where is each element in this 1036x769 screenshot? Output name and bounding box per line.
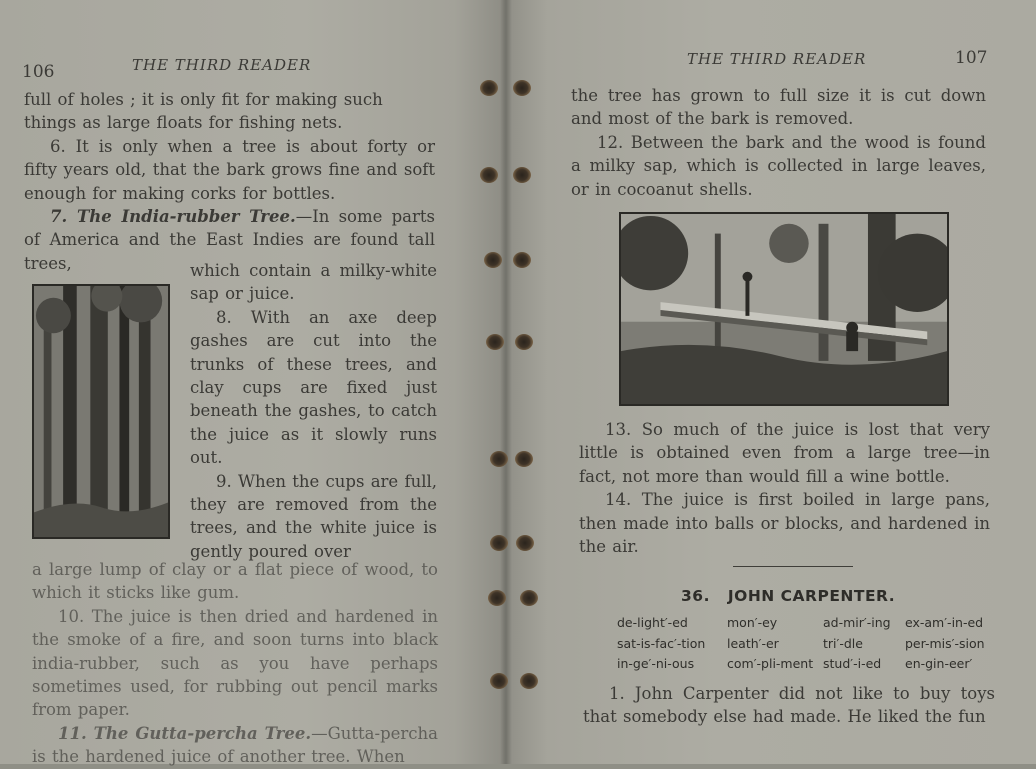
paragraph-14: 14. The juice is first boiled in large pans, then made into balls or blocks, and hardened in the air.: [579, 490, 990, 557]
section-heading-india-rubber: 7. The India-rubber Tree.: [50, 207, 296, 227]
binding-hole: [484, 252, 502, 268]
binding-hole: [513, 167, 531, 183]
vocab-column: [617, 613, 705, 675]
lesson-title: JOHN CARPENTER.: [727, 587, 896, 605]
binding-hole: [513, 252, 531, 268]
section-divider: [733, 566, 853, 567]
lesson-heading: [681, 587, 895, 605]
paragraph-9-continued: a large lump of clay or a flat piece of wood, to which it sticks like gum.: [32, 560, 438, 603]
vocab-word: tri′-dle: [823, 635, 863, 651]
paragraph-11-text: —Gutta-percha is the hardened juice of another tree. When: [32, 723, 438, 767]
binding-hole: [520, 673, 538, 689]
binding-hole: [480, 167, 498, 183]
vocab-word: ad-mir′-ing: [823, 615, 891, 630]
binding-hole: [490, 535, 508, 551]
text-line: full of holes ; it is only fit for making such: [24, 90, 383, 109]
illustration-gutta-percha-tree: [619, 212, 949, 406]
binding-hole: [486, 334, 504, 350]
left-top-text: [24, 88, 435, 275]
binding-hole: [490, 451, 508, 467]
paragraph-9: 9. When the cups are full, they are removed from the trees, and the white juice is gently poured over: [190, 471, 437, 561]
paragraph-13: 13. So much of the juice is lost that very little is obtained even from a large tree—in fact, not more than would fill a wine bottle.: [579, 420, 990, 486]
vocab-word: mon′-ey: [727, 615, 778, 630]
paragraph-continued: the tree has grown to full size it is cut down and most of the bark is removed.: [571, 86, 986, 129]
binding-hole: [488, 590, 506, 606]
left-narrow-text: [190, 259, 437, 563]
vocab-word: com′-pli-ment: [727, 656, 814, 671]
paragraph-6: 6. It is only when a tree is about forty or fifty years old, that the bark grows fine and soft enough for making corks for bottles.: [24, 136, 435, 203]
binding-hole: [513, 80, 531, 96]
book-gutter: [500, 0, 512, 764]
vocab-word: ex-am′-in-ed: [905, 615, 984, 630]
vocab-word: per-mis′-sion: [905, 635, 985, 651]
vocab-column: [823, 613, 891, 675]
vocab-word: sat-is-fac′-tion: [617, 635, 706, 651]
paragraph-8: 8. With an axe deep gashes are cut into the trunks of these trees, and clay cups are fixed just beneath the gashes, to catch the juice as it slowly runs out.: [190, 307, 437, 468]
running-head-right: THE THIRD READER: [687, 50, 867, 68]
paragraph-7-continued: which contain a milky-white sap or juice.: [190, 261, 437, 304]
lesson-number: 36.: [681, 587, 710, 605]
binding-hole: [515, 334, 533, 350]
right-middle-text: [579, 418, 990, 558]
vocab-word: in-ge′-ni-ous: [617, 656, 695, 671]
binding-hole: [480, 80, 498, 96]
vocab-column: [727, 613, 813, 675]
paragraph-7-text: —In some parts of America and the East Indies are found tall trees,: [24, 207, 435, 273]
binding-hole: [490, 673, 508, 689]
text-line: things as large floats for fishing nets.: [24, 113, 343, 133]
left-bottom-text: [32, 558, 438, 769]
paragraph-12: 12. Between the bark and the wood is found a milky sap, which is collected in large leaves, or in cocoanut shells.: [571, 132, 986, 199]
paragraph-10: 10. The juice is then dried and hardened in the smoke of a fire, and soon turns into black india-rubber, such as you have perhaps sometimes used, for rubbing out pencil marks from paper.: [32, 606, 438, 720]
section-heading-gutta-percha: 11. The Gutta-percha Tree.: [58, 723, 312, 743]
right-bottom-text: [583, 682, 995, 729]
left-page: [0, 0, 505, 767]
vocab-column: [905, 613, 985, 675]
vocab-word: en-gin-eer′: [905, 656, 973, 671]
page-number-left: 106: [22, 62, 55, 82]
running-head-left: THE THIRD READER: [132, 56, 312, 74]
vocabulary-list: [617, 613, 989, 677]
page-number-right: 107: [955, 48, 988, 68]
vocab-word: de-light′-ed: [617, 615, 688, 630]
vocab-word: stud′-i-ed: [823, 656, 882, 671]
paragraph-11: [32, 722, 438, 769]
binding-hole: [520, 590, 538, 606]
right-page: [505, 0, 1036, 764]
right-top-text: [571, 84, 986, 201]
vocab-word: leath′-er: [727, 635, 779, 651]
paragraph-1: 1. John Carpenter did not like to buy toys that somebody else had made. He liked the fun: [583, 684, 995, 727]
illustration-rubber-trees: [32, 284, 170, 539]
binding-hole: [515, 451, 533, 467]
binding-hole: [516, 535, 534, 551]
